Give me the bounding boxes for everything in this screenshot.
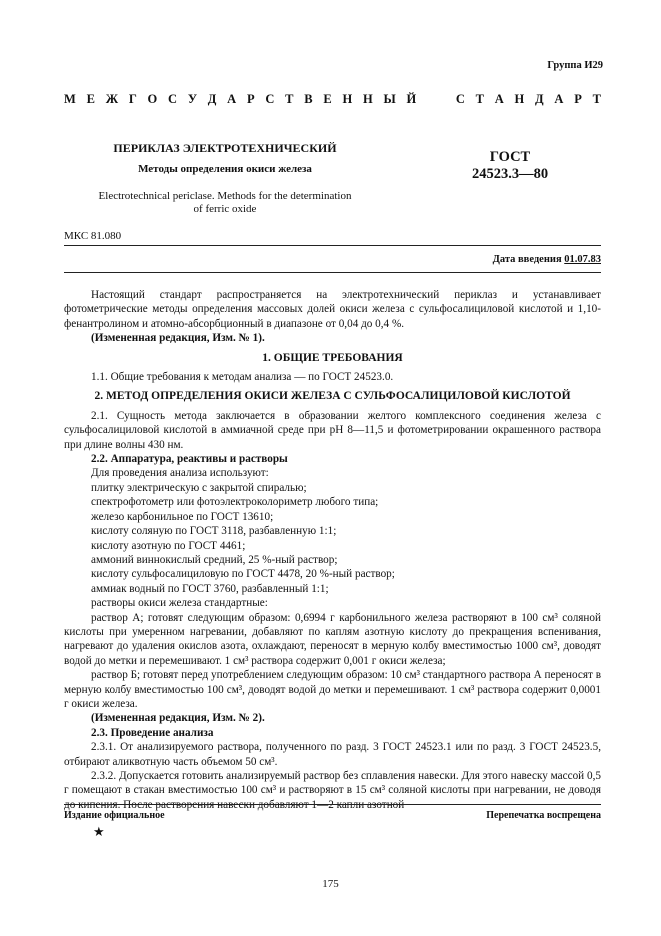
- heading-letter: Т: [475, 92, 484, 106]
- paragraph: 2.3. Проведение анализа: [91, 726, 214, 739]
- document-title: ПЕРИКЛАЗ ЭЛЕКТРОТЕХНИЧЕСКИЙ: [113, 141, 337, 155]
- heading-letter: В: [304, 92, 313, 106]
- paragraph: растворы окиси железа стандартные:: [91, 597, 268, 610]
- heading-letter: Г: [128, 92, 137, 106]
- english-title: [64, 190, 386, 216]
- heading-letter: А: [554, 92, 564, 106]
- heading-letter: А: [227, 92, 237, 106]
- heading-letter: Ж: [105, 92, 119, 106]
- paragraph: аммоний виннокислый средний, 25 %-ный раствор;: [91, 553, 338, 566]
- heading-letter: Е: [86, 92, 95, 106]
- divider: [64, 245, 601, 246]
- paragraph: плитку электрическую с закрытой спиралью;: [91, 481, 307, 494]
- heading-letter: Н: [363, 92, 373, 106]
- heading-letter: Н: [514, 92, 525, 106]
- heading-letter: Й: [406, 92, 417, 106]
- heading-letter: Д: [207, 92, 217, 106]
- heading-letter: С: [168, 92, 178, 106]
- heading-letter: С: [455, 92, 465, 106]
- reprint-prohibited-note: Перепечатка воспрещена: [486, 810, 601, 821]
- footer-divider: [64, 804, 601, 805]
- paragraph: Настоящий стандарт распространяется на электротехнический периклаз и устанавливает фотометрические методы определения массовых долей окиси железа с сульфосалициловой кислотой и 1,10-фенантролином и атомно-абсорбционный в диапазоне от 0,04 до 0,4 %.: [64, 289, 601, 330]
- document-subtitle: Методы определения окиси железа: [138, 163, 312, 175]
- heading-letter: Т: [592, 92, 601, 106]
- english-title-line-1: Electrotechnical periclase. Methods for the determination: [98, 190, 352, 202]
- heading-letter: Ы: [383, 92, 396, 106]
- divider: [64, 272, 601, 273]
- paragraph: кислоту сульфосалициловую по ГОСТ 4478, 20 %-ный раствор;: [91, 568, 395, 581]
- gost-label: ГОСТ: [489, 149, 531, 165]
- english-title-line-2: of ferric oxide: [193, 203, 257, 215]
- date-label: Дата введения: [492, 254, 565, 265]
- heading-letter: М: [64, 92, 76, 106]
- heading-letter: Р: [574, 92, 582, 106]
- paragraph: аммиак водный по ГОСТ 3760, разбавленный 1:1;: [91, 582, 329, 595]
- heading-letter: Н: [342, 92, 353, 106]
- paragraph: кислоту азотную по ГОСТ 4461;: [91, 539, 246, 552]
- page-number: 175: [322, 878, 339, 890]
- section-heading: 2. МЕТОД ОПРЕДЕЛЕНИЯ ОКИСИ ЖЕЛЕЗА С СУЛЬФОСАЛИЦИЛОВОЙ КИСЛОТОЙ: [94, 390, 571, 403]
- heading-letter: У: [187, 92, 198, 106]
- paragraph: (Измененная редакция, Изм. № 1).: [91, 332, 265, 345]
- paragraph: 2.2. Аппаратура, реактивы и растворы: [91, 453, 288, 466]
- official-edition-note: Издание официальное: [64, 810, 165, 821]
- heading-letter: Р: [246, 92, 255, 106]
- paragraph: раствор А; готовят следующим образом: 0,6994 г карбонильного железа растворяют в 100 см³ соляной кислоты при умеренном нагревании, добавляют по каплям азотную кислоту до прекращения вспенивания, нагревают до удаления окислов азота, охлаждают, переносят в мерную колбу вместимостью 1000 см³, доводят водой до метки и перемешивают. 1 см³ раствора содержит 0,001 г окиси железа;: [64, 611, 601, 667]
- heading-gap: [427, 92, 445, 107]
- section-heading: 1. ОБЩИЕ ТРЕБОВАНИЯ: [262, 351, 403, 364]
- date-value: 01.07.83: [564, 254, 601, 265]
- heading-letter: О: [147, 92, 158, 106]
- heading-letter: Е: [323, 92, 332, 106]
- paragraph: 2.3.1. От анализируемого раствора, полученного по разд. 3 ГОСТ 24523.1 или по разд. 3 ГОСТ 24523.5, отбирают аликвотную часть объемом 50 см³.: [64, 741, 601, 768]
- mks-code: МКС 81.080: [64, 230, 122, 242]
- paragraph: кислоту соляную по ГОСТ 3118, разбавленную 1:1;: [91, 525, 337, 538]
- paragraph: (Измененная редакция, Изм. № 2).: [91, 712, 265, 725]
- group-code: Группа И29: [547, 60, 603, 71]
- star-icon: ★: [93, 824, 105, 839]
- document-body: [64, 288, 601, 812]
- effective-date: [493, 254, 601, 265]
- interstate-standard-heading: [64, 92, 601, 107]
- heading-letter: Т: [285, 92, 294, 106]
- paragraph: 1.1. Общие требования к методам анализа — по ГОСТ 24523.0.: [91, 371, 394, 384]
- paragraph: спектрофотометр или фотоэлектроколориметр любого типа;: [91, 496, 379, 509]
- paragraph: 2.3.2. Допускается готовить анализируемый раствор без сплавления навески. Для этого навеску массой 0,5 г помещают в стакан вместимостью 100 см³ и растворяют в 15 см³ соляной кислоты при нагревании, не доводя до кипения. После растворения навески добавляют 1—2 капли азотной: [64, 770, 601, 811]
- heading-letter: С: [265, 92, 275, 106]
- paragraph: железо карбонильное по ГОСТ 13610;: [91, 510, 274, 523]
- gost-number: 24523.3—80: [471, 166, 549, 182]
- paragraph: раствор Б; готовят перед употреблением следующим образом: 10 см³ стандартного раствора А переносят в мерную колбу вместимостью 100 см³, доводят водой до метки и перемешивают. 1 см³ раствора содержит 0,0001 г окиси железа.: [64, 669, 601, 710]
- heading-letter: А: [494, 92, 504, 106]
- paragraph: 2.1. Сущность метода заключается в образовании желтого комплексного соединения железа с сульфосалициловой кислотой в аммиачной среде при pH 8—11,5 и фотометрировании окрашенного раствора при длине волны 430 нм.: [64, 409, 601, 451]
- heading-letter: Д: [535, 92, 544, 106]
- paragraph: Для проведения анализа используют:: [91, 467, 269, 480]
